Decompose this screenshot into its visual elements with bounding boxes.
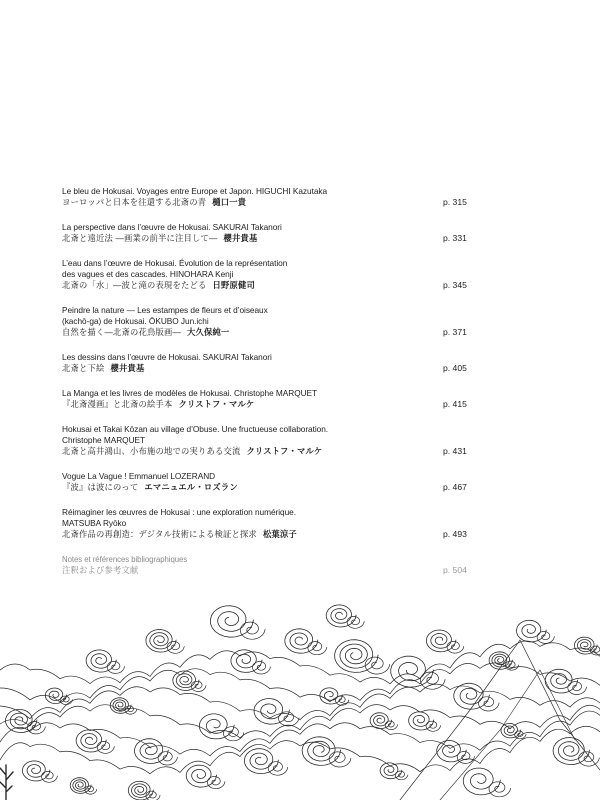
entry-author-jp: 日野原健司 bbox=[212, 280, 255, 290]
entry-page-number: p. 504 bbox=[443, 565, 467, 575]
wave-stroke bbox=[426, 630, 456, 652]
entry-title-jp-line bbox=[62, 197, 482, 208]
entry-title-fr: Vogue La Vague ! Emmanuel LOZERAND bbox=[62, 471, 216, 481]
wave-stroke bbox=[391, 656, 434, 687]
entry-page-number: p. 493 bbox=[443, 529, 467, 539]
toc-entry bbox=[62, 186, 482, 208]
entry-page-number: p. 345 bbox=[443, 280, 467, 290]
entry-title-fr: des vagues et des cascades. HINOHARA Kenji bbox=[62, 269, 234, 279]
wave-stroke bbox=[146, 630, 176, 653]
entry-title-fr: Christophe MARQUET bbox=[62, 435, 146, 445]
entry-title-jp-line bbox=[62, 363, 482, 374]
entry-page-number: p. 331 bbox=[443, 233, 467, 243]
entry-title-jp: 北斎と下絵 bbox=[62, 363, 105, 373]
wave-stroke bbox=[210, 606, 253, 637]
table-of-contents bbox=[62, 186, 482, 590]
entry-author-jp: 櫻井貴基 bbox=[223, 233, 258, 243]
toc-entry bbox=[62, 388, 482, 410]
toc-entry bbox=[62, 424, 482, 457]
entry-page-number: p. 431 bbox=[443, 446, 467, 456]
entry-title-jp: 自然を描く―北斎の花鳥版画― bbox=[62, 327, 181, 337]
entry-author-jp: 大久保純一 bbox=[186, 327, 230, 337]
wave-stroke bbox=[335, 640, 379, 673]
wave-stroke bbox=[76, 730, 106, 752]
toc-entry bbox=[62, 554, 482, 576]
wave-stroke bbox=[517, 620, 547, 642]
entry-title-jp: 『北斎漫画』と北斎の絵手本 bbox=[62, 399, 173, 409]
entry-author-jp: 松葉涼子 bbox=[262, 529, 297, 539]
wave-stroke bbox=[0, 694, 600, 738]
wave-stroke bbox=[0, 641, 600, 684]
toc-entry bbox=[62, 305, 482, 338]
entry-title-jp: 北斎と高井鴻山、小布施の地での実りある交流 bbox=[62, 446, 241, 456]
wave-stroke bbox=[70, 778, 91, 794]
wave-stroke bbox=[135, 739, 169, 764]
wave-stroke bbox=[86, 650, 116, 672]
entry-title-jp: 北斎と遠近法 ―画業の前半に注目して― bbox=[62, 233, 218, 243]
toc-entry bbox=[62, 222, 482, 244]
entry-title-fr: Réimaginer les œuvres de Hokusai : une exploration numérique. bbox=[62, 507, 296, 517]
entry-title-fr: Le bleu de Hokusai. Voyages entre Europe et Japon. HIGUCHI Kazutaka bbox=[62, 186, 328, 196]
entry-author-jp: エマニュエル・ロズラン bbox=[144, 482, 238, 492]
wave-stroke bbox=[173, 671, 199, 691]
entry-page-number: p. 405 bbox=[443, 363, 467, 373]
wave-stroke bbox=[553, 738, 589, 765]
entry-title-fr: La perspective dans l’œuvre de Hokusai. SAKURAI Takanori bbox=[62, 222, 282, 232]
entry-page-number: p. 415 bbox=[443, 399, 467, 409]
plant-icon bbox=[0, 765, 13, 800]
entry-author-jp: クリストフ・マルケ bbox=[246, 446, 323, 456]
wave-stroke bbox=[22, 761, 50, 781]
entry-title-jp: 『波』は波にのって bbox=[62, 482, 139, 492]
wave-stroke bbox=[454, 683, 490, 709]
entry-title-jp-line bbox=[62, 482, 482, 493]
entry-title-jp: 北斎の「水」―波と滝の表現をたどる bbox=[62, 280, 207, 290]
toc-entry bbox=[62, 507, 482, 540]
entry-title-jp-line bbox=[62, 280, 482, 291]
toc-entry bbox=[62, 471, 482, 493]
wave-stroke bbox=[302, 737, 341, 766]
wave-stroke bbox=[199, 714, 234, 739]
entry-page-number: p. 315 bbox=[443, 197, 467, 207]
entry-page-number: p. 467 bbox=[443, 482, 467, 492]
wave-stroke bbox=[326, 605, 356, 627]
wave-stroke bbox=[463, 768, 500, 795]
entry-title-fr: (kachō-ga) de Hokusai. ŌKUBO Jun.ichi bbox=[62, 316, 209, 326]
entry-author-jp: 樋口一貴 bbox=[212, 197, 247, 207]
wave-stroke bbox=[409, 712, 434, 730]
entry-title-fr: La Manga et les livres de modèles de Hokusai. Christophe MARQUET bbox=[62, 388, 318, 398]
entry-page-number: p. 371 bbox=[443, 327, 467, 337]
entry-title-fr: Notes et références bibliographiques bbox=[62, 555, 188, 564]
entry-title-jp-line bbox=[62, 446, 482, 457]
toc-entry bbox=[62, 352, 482, 374]
wave-stroke bbox=[285, 629, 318, 653]
toc-entry bbox=[62, 258, 482, 291]
entry-title-jp-line bbox=[62, 529, 482, 540]
entry-title-jp: 北斎作品の再創造：デジタル技術による検証と探求 bbox=[62, 529, 257, 539]
wave-stroke bbox=[590, 646, 600, 655]
entry-title-jp: 注釈および参考文献 bbox=[62, 565, 139, 575]
entry-title-fr: Les dessins dans l’œuvre de Hokusai. SAKURAI Takanori bbox=[62, 352, 272, 362]
entry-title-fr: L’eau dans l’œuvre de Hokusai. Évolution de la représentation bbox=[62, 258, 288, 268]
wave-stroke bbox=[186, 765, 216, 787]
entry-title-fr: Hokusai et Takai Kōzan au village d’Obuse. Une fructueuse collaboration. bbox=[62, 424, 329, 434]
entry-title-jp: ヨーロッパと日本を往還する北斎の青 bbox=[62, 197, 207, 207]
entry-title-jp-line bbox=[62, 399, 482, 410]
entry-title-jp-line bbox=[62, 327, 482, 338]
wave-illustration bbox=[0, 600, 600, 800]
wave-stroke bbox=[244, 749, 278, 774]
entry-author-jp: クリストフ・マルケ bbox=[178, 399, 255, 409]
wave-stroke bbox=[574, 637, 597, 654]
wave-stroke bbox=[110, 698, 131, 714]
wave-stroke bbox=[128, 781, 153, 800]
entry-title-fr: MATSUBA Ryōko bbox=[62, 518, 127, 528]
entry-title-fr: Peindre la nature — Les estampes de fleurs et d’oiseaux bbox=[62, 305, 268, 315]
entry-title-jp-line bbox=[62, 565, 482, 576]
entry-title-jp-line bbox=[62, 233, 482, 244]
entry-author-jp: 櫻井貴基 bbox=[110, 363, 145, 373]
